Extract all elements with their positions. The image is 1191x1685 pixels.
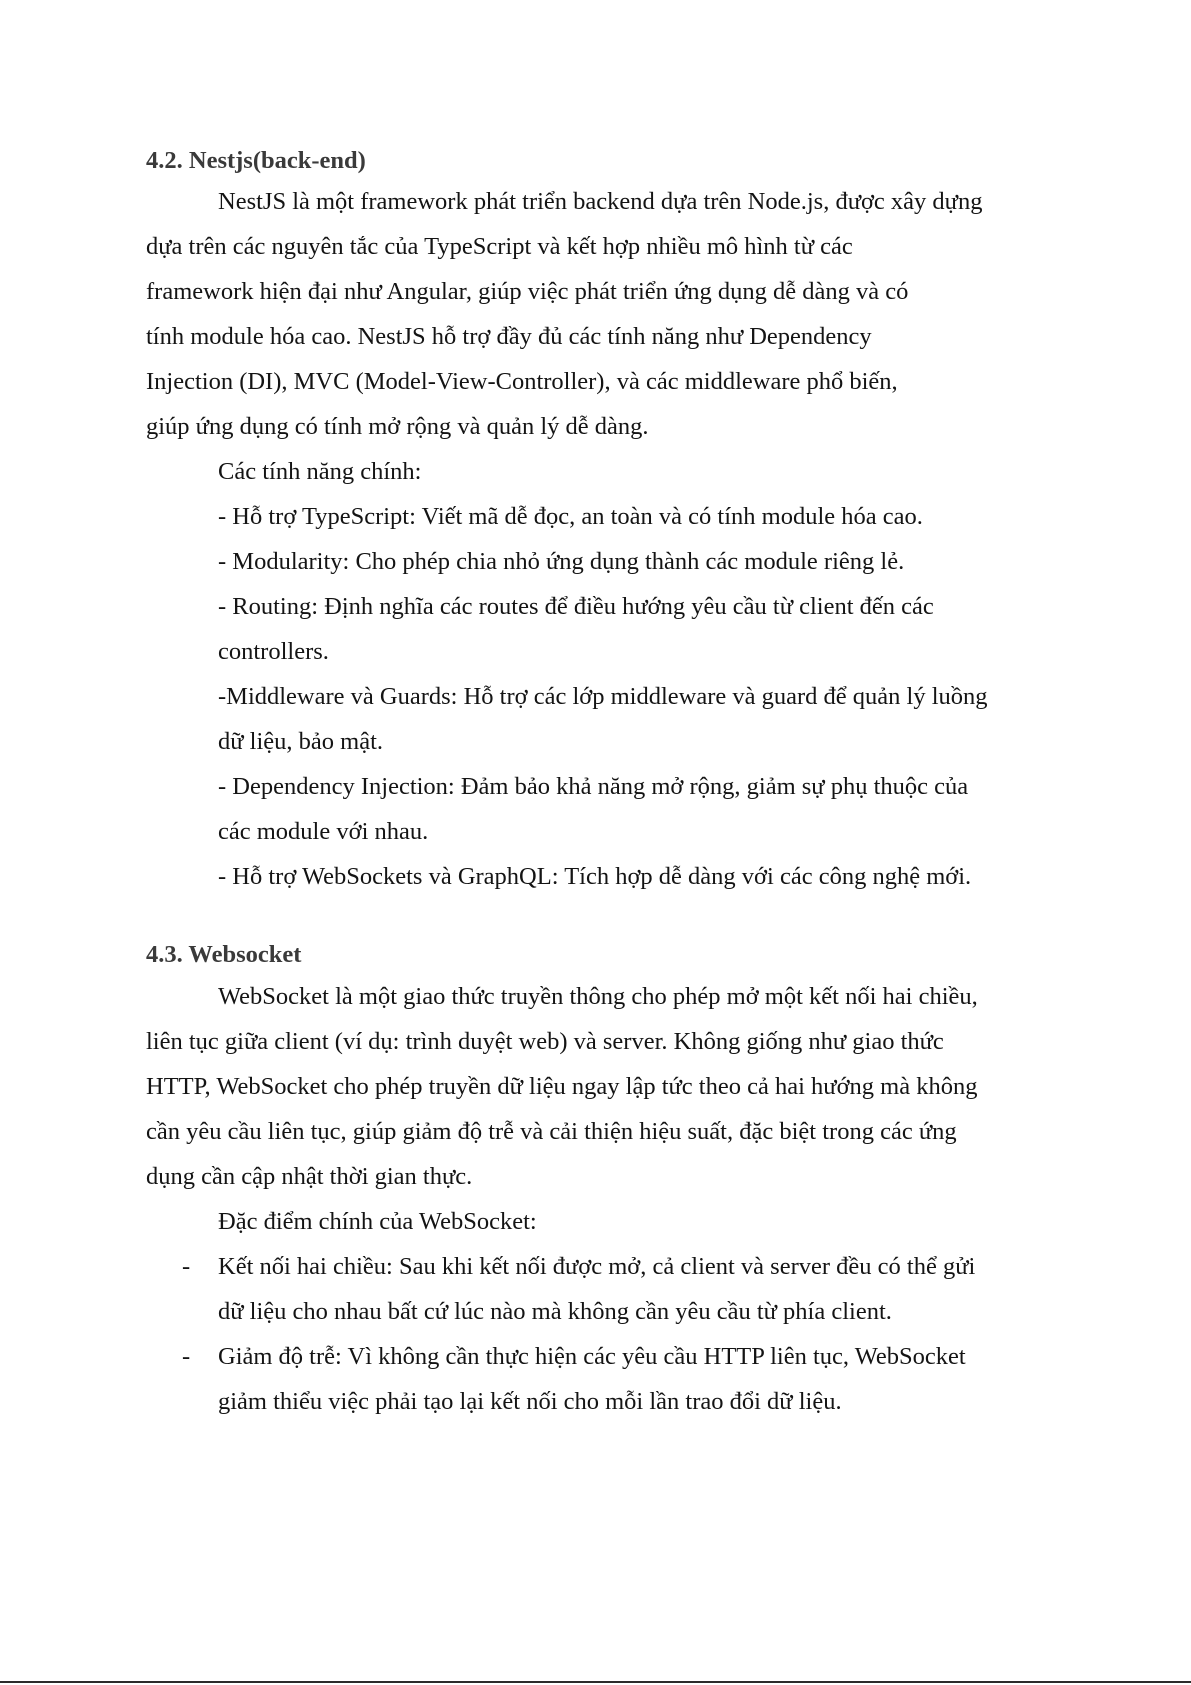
features-title: Đặc điểm chính của WebSocket: [218,1208,537,1235]
paragraph-line: dụng cần cập nhật thời gian thực. [146,1163,473,1190]
feature-line: - Routing: Định nghĩa các routes để điều hướng yêu cầu từ client đến các [218,593,934,620]
features-title: Các tính năng chính: [218,458,422,485]
feature-line: -Middleware và Guards: Hỗ trợ các lớp middleware và guard để quản lý luồng [218,683,988,710]
bullet-line: dữ liệu cho nhau bất cứ lúc nào mà không cần yêu cầu từ phía client. [218,1298,892,1325]
paragraph-line: dựa trên các nguyên tắc của TypeScript và kết hợp nhiều mô hình từ các [146,233,853,260]
bullet-line: Giảm độ trễ: Vì không cần thực hiện các yêu cầu HTTP liên tục, WebSocket [218,1343,966,1370]
bullet-marker: - [182,1253,191,1280]
feature-line: - Dependency Injection: Đảm bảo khả năng mở rộng, giảm sự phụ thuộc của [218,773,969,800]
feature-line: - Hỗ trợ TypeScript: Viết mã dễ đọc, an toàn và có tính module hóa cao. [218,503,923,530]
paragraph-line: framework hiện đại như Angular, giúp việc phát triển ứng dụng dễ dàng và có [146,278,909,305]
paragraph-line: liên tục giữa client (ví dụ: trình duyệt web) và server. Không giống như giao thức [146,1028,944,1055]
feature-line: - Modularity: Cho phép chia nhỏ ứng dụng thành các module riêng lẻ. [218,548,905,575]
paragraph-line: WebSocket là một giao thức truyền thông cho phép mở một kết nối hai chiều, [218,983,978,1010]
feature-line: controllers. [218,638,329,665]
bullet-marker: - [182,1343,191,1370]
feature-line: dữ liệu, bảo mật. [218,728,384,755]
paragraph-line: HTTP, WebSocket cho phép truyền dữ liệu ngay lập tức theo cả hai hướng mà không [146,1073,978,1100]
paragraph-line: NestJS là một framework phát triển backend dựa trên Node.js, được xây dựng [218,188,983,215]
feature-line: các module với nhau. [218,818,429,845]
paragraph-line: giúp ứng dụng có tính mở rộng và quản lý dễ dàng. [146,413,649,440]
bullet-line: giảm thiểu việc phải tạo lại kết nối cho mỗi lần trao đổi dữ liệu. [218,1388,842,1415]
bullet-line: Kết nối hai chiều: Sau khi kết nối được mở, cả client và server đều có thể gửi [218,1253,976,1280]
paragraph-line: tính module hóa cao. NestJS hỗ trợ đầy đủ các tính năng như Dependency [146,323,872,350]
section-heading-4-2: 4.2. Nestjs(back-end) [146,147,366,174]
feature-line: - Hỗ trợ WebSockets và GraphQL: Tích hợp dễ dàng với các công nghệ mới. [218,863,972,890]
footer-rule [0,1681,1191,1683]
section-heading-4-3: 4.3. Websocket [146,941,302,968]
paragraph-line: cần yêu cầu liên tục, giúp giảm độ trễ và cải thiện hiệu suất, đặc biệt trong các ứng [146,1118,957,1145]
paragraph-line: Injection (DI), MVC (Model-View-Controller), và các middleware phổ biến, [146,368,898,395]
